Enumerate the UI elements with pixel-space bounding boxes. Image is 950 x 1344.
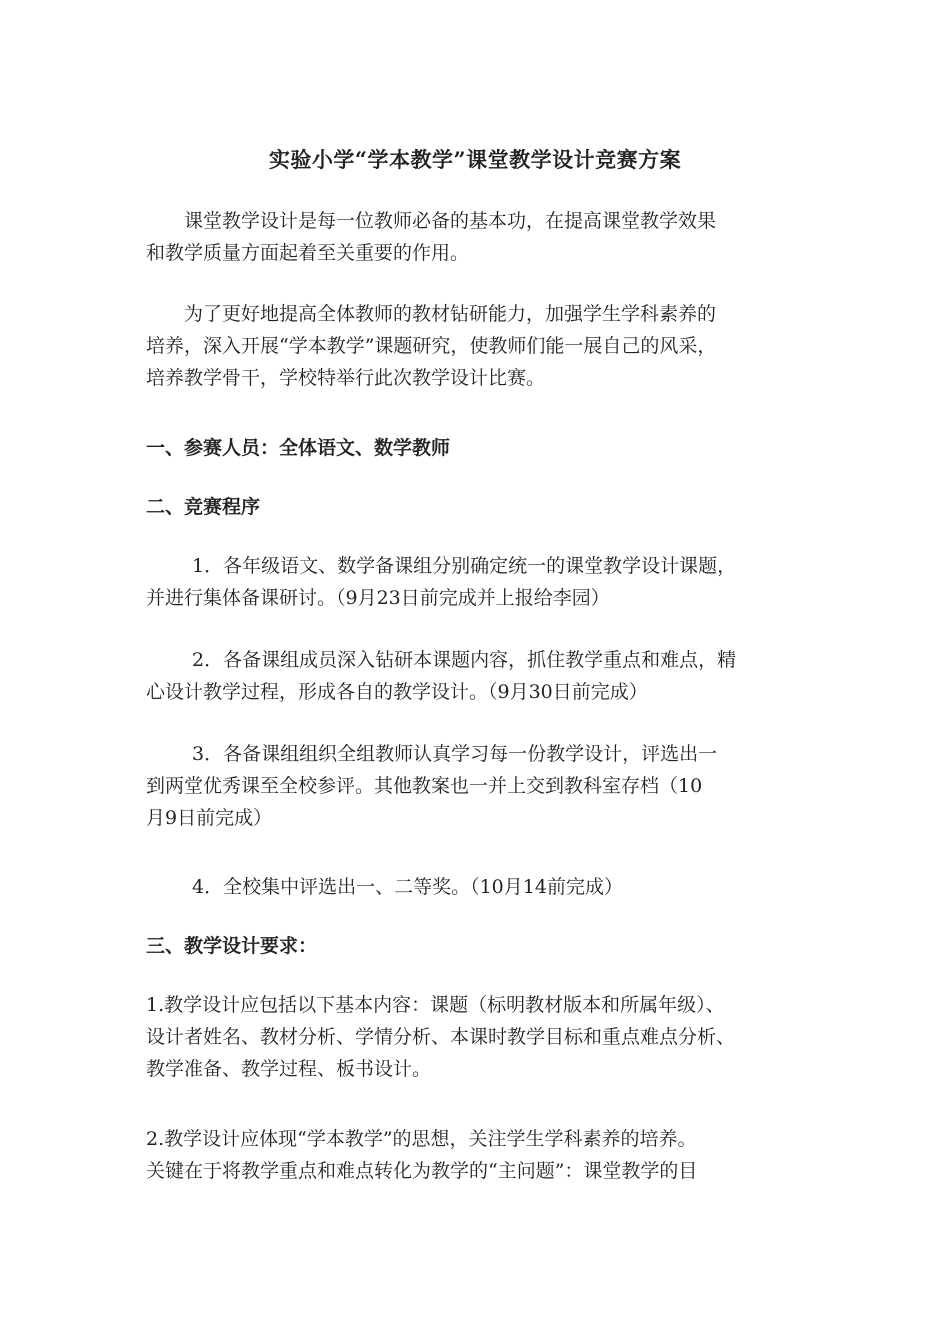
- intro-paragraph-2: [146, 298, 818, 394]
- text-line: 1.教学设计应包括以下基本内容：课题（标明教材版本和所属年级）、: [146, 994, 725, 1016]
- text-line: 并进行集体备课研讨。（9月23日前完成并上报给李园）: [146, 587, 610, 609]
- section-heading-procedure: [146, 491, 818, 523]
- text-line: 教学准备、教学过程、板书设计。: [146, 1058, 432, 1080]
- text-line: 月9日前完成）: [146, 807, 273, 829]
- text-line: 4．全校集中评选出一、二等奖。（10月14前完成）: [192, 876, 623, 898]
- document-title: 实验小学“学本教学”课堂教学设计竞赛方案: [268, 147, 682, 172]
- heading-text: 三、教学设计要求：: [146, 935, 318, 957]
- text-line: 到两堂优秀课至全校参评。其他教案也一并上交到教科室存档（10: [146, 775, 703, 797]
- text-line: 培养，深入开展“学本教学”课题研究，使教师们能一展自己的风采，: [146, 335, 717, 357]
- procedure-step-3: [146, 738, 818, 834]
- text-line: 1．各年级语文、数学备课组分别确定统一的课堂教学设计课题，: [192, 555, 737, 577]
- text-line: 培养教学骨干，学校特举行此次教学设计比赛。: [146, 367, 546, 389]
- text-line: 和教学质量方面起着至关重要的作用。: [146, 242, 470, 264]
- heading-text: 一、参赛人员：全体语文、数学教师: [146, 437, 451, 459]
- procedure-step-2: [146, 644, 818, 708]
- text-line: 关键在于将教学重点和难点转化为教学的“主问题”：课堂教学的目: [146, 1160, 698, 1182]
- text-line: 课堂教学设计是每一位教师必备的基本功，在提高课堂教学效果: [184, 210, 717, 232]
- section-heading-participants: [146, 432, 818, 464]
- procedure-step-1: [146, 550, 818, 614]
- section-heading-requirements: [146, 930, 818, 962]
- requirement-2: [146, 1123, 818, 1187]
- text-line: 3．各备课组组织全组教师认真学习每一份教学设计，评选出一: [192, 743, 718, 765]
- text-line: 设计者姓名、教材分析、学情分析、本课时教学目标和重点难点分析、: [146, 1026, 736, 1048]
- text-line: 2．各备课组成员深入钻研本课题内容，抓住教学重点和难点，精: [192, 649, 737, 671]
- text-line: 心设计教学过程，形成各自的教学设计。（9月30日前完成）: [146, 681, 648, 703]
- text-line: 2.教学设计应体现“学本教学”的思想，关注学生学科素养的培养。: [146, 1128, 697, 1150]
- requirement-1: [146, 989, 818, 1085]
- heading-text: 二、竞赛程序: [146, 496, 261, 518]
- procedure-step-4: [146, 871, 818, 903]
- intro-paragraph-1: [146, 205, 818, 269]
- text-line: 为了更好地提高全体教师的教材钻研能力，加强学生学科素养的: [184, 303, 717, 325]
